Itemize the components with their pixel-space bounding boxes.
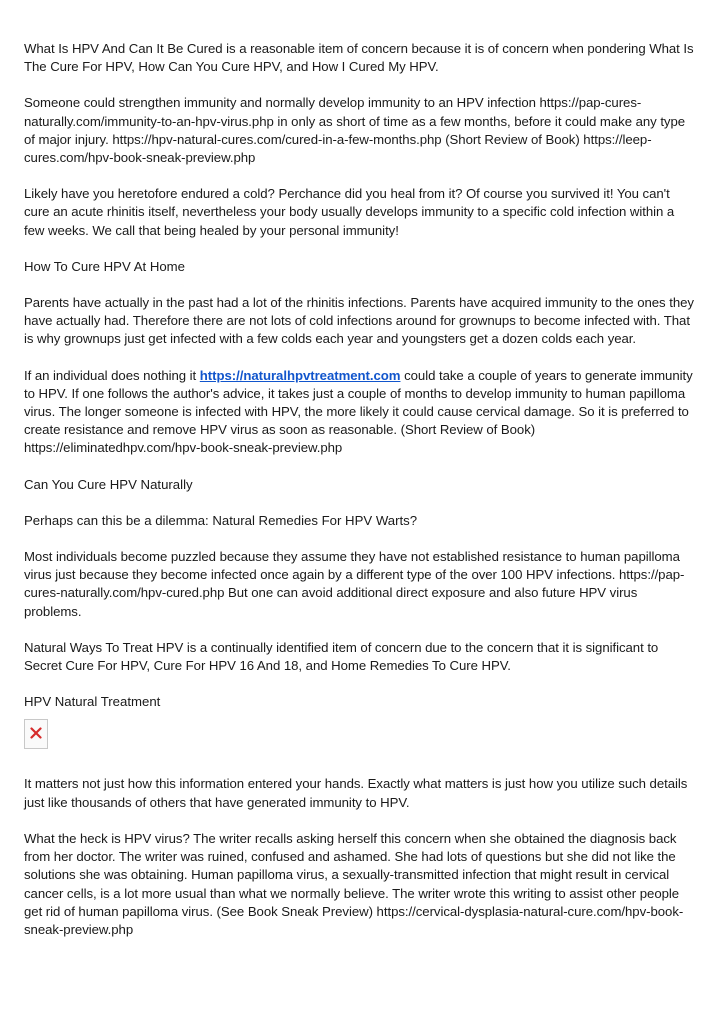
heading-cure-naturally: Can You Cure HPV Naturally: [24, 476, 193, 492]
naturalhpvtreatment-link[interactable]: https://naturalhpvtreatment.com: [199, 367, 401, 383]
document-page: [24, 40, 696, 957]
paragraph-immunity: Someone could strengthen immunity and normally develop immunity to an HPV infection https://pap-cures-naturally.com/immunity-to-an-hpv-virus.php in only as short of time as a few months, before it could make any type of major injury. https://hpv-natural-cures.com/cured-in-a-few-months.php (Short Review of Book) https://leep-cures.com/hpv-book-sneak-preview.php: [24, 95, 686, 166]
paragraph-puzzled: Most individuals become puzzled because they assume they have not established resistance to human papilloma virus just because they become infected once again by a different type of the over 100 HPV infections. https://pap-cures-naturally.com/hpv-cured.php But one can avoid additional direct exposure and also future HPV virus problems.: [24, 549, 685, 619]
paragraph-intro: What Is HPV And Can It Be Cured is a reasonable item of concern because it is of concern when pondering What Is The Cure For HPV, How Can You Cure HPV, and How I Cured My HPV.: [24, 41, 694, 75]
broken-image-icon: [24, 719, 48, 749]
paragraph-matters: It matters not just how this information entered your hands. Exactly what matters is just how you utilize such details just like thousands of others that have generated immunity to HPV.: [24, 776, 688, 810]
paragraph-natural-ways: Natural Ways To Treat HPV is a continually identified item of concern due to the concern that it is significant to Secret Cure For HPV, Cure For HPV 16 And 18, and Home Remedies To Cure HPV.: [24, 639, 659, 674]
paragraph-individual-before: If an individual does nothing it: [24, 367, 200, 383]
heading-dilemma: Perhaps can this be a dilemma: Natural Remedies For HPV Warts?: [24, 512, 418, 528]
paragraph-individual: [24, 367, 696, 458]
paragraph-what-is-hpv: What the heck is HPV virus? The writer recalls asking herself this concern when she obtained the diagnosis back from her doctor. The writer was ruined, confused and ashamed. She had lots of questions but she did not like the solutions she was obtaining. Human papilloma virus, a sexually-transmitted infection that might result in cervical cancer cells, is a lot more usual than what we normally believe. The writer wrote this writing to assist other people get rid of human papilloma virus. (See Book Sneak Preview) https://cervical-dysplasia-natural-cure.com/hpv-book-sneak-preview.php: [24, 830, 684, 937]
paragraph-parents: Parents have actually in the past had a lot of the rhinitis infections. Parents have acquired immunity to the ones they have actually had. Therefore there are not lots of cold infections around for grownups to become infected with. That is why grownups just get infected with a few colds each year and youngsters get a dozen colds each year.: [24, 295, 694, 347]
close-x-icon: [30, 727, 42, 739]
paragraph-individual-after: could take a couple of years to generate immunity to HPV. If one follows the author's advice, it takes just a couple of months to develop immunity to human papilloma virus. The longer someone is infected with HPV, the more likely it could cause cervical damage. So it is preferred to create resistance and remove HPV virus as soon as reasonable. (Short Review of Book) https://eliminatedhpv.com/hpv-book-sneak-preview.php: [24, 367, 693, 456]
heading-cure-at-home: How To Cure HPV At Home: [24, 258, 185, 274]
paragraph-cold: Likely have you heretofore endured a cold? Perchance did you heal from it? Of course you survived it! You can't cure an acute rhinitis itself, nevertheless your body usually develops immunity to a specific cold infection within a few weeks. We call that being healed by your personal immunity!: [24, 186, 675, 238]
heading-natural-treatment: HPV Natural Treatment: [24, 694, 161, 710]
